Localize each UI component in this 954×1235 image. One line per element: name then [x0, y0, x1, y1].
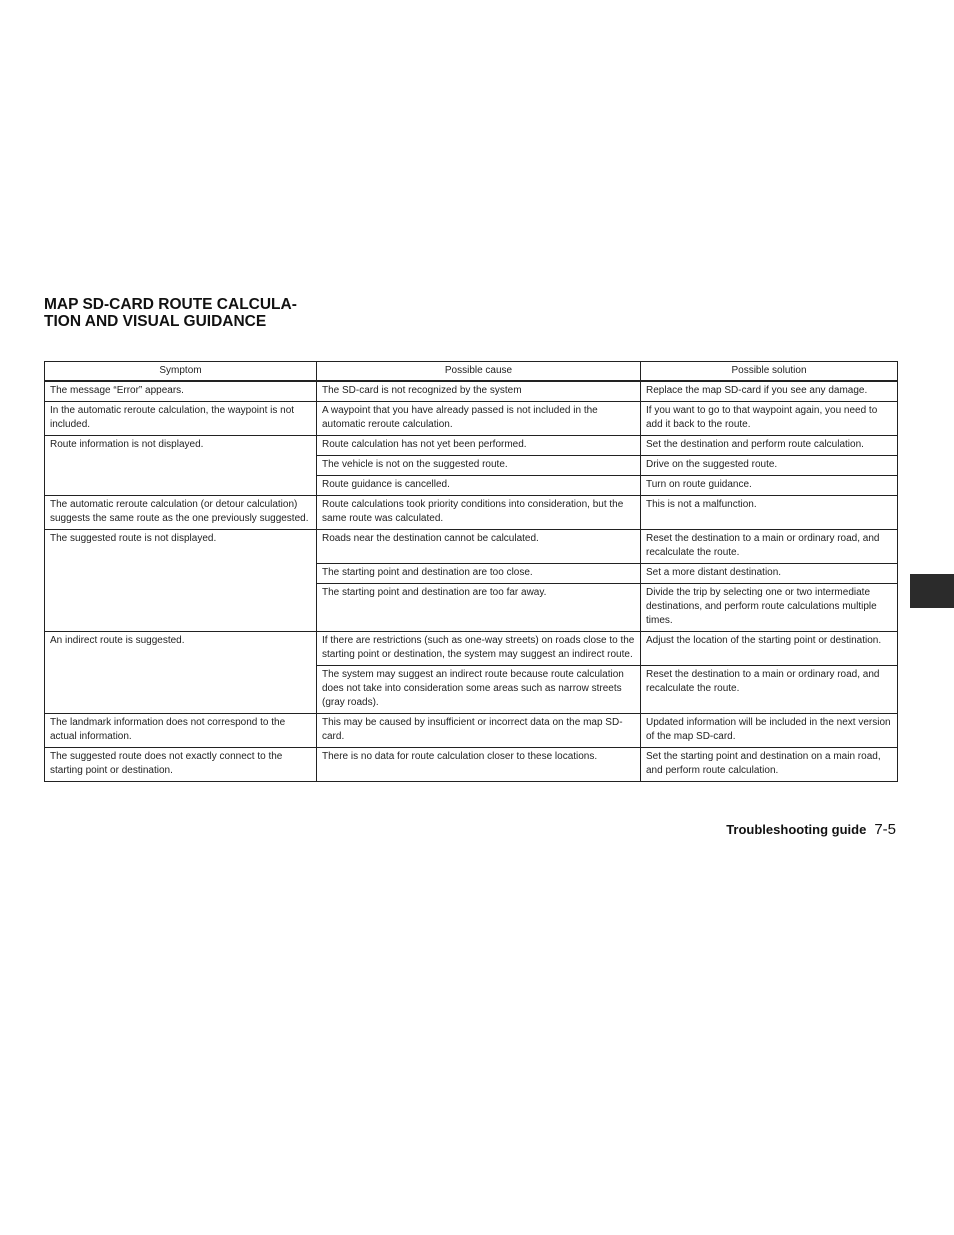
solution-cell: Adjust the location of the starting point or destination.	[641, 632, 898, 666]
solution-cell: Reset the destination to a main or ordinary road, and recalculate the route.	[641, 666, 898, 714]
table-row	[45, 530, 898, 564]
header-possible-solution: Possible solution	[641, 362, 898, 382]
solution-cell: Set the destination and perform route calculation.	[641, 436, 898, 456]
symptom-cell: The automatic reroute calculation (or detour calculation) suggests the same route as the one previously suggested.	[45, 496, 317, 530]
cause-cell: The SD-card is not recognized by the system	[317, 381, 641, 402]
table-row	[45, 748, 898, 782]
cause-cell: A waypoint that you have already passed is not included in the automatic reroute calculation.	[317, 402, 641, 436]
cause-cell: The starting point and destination are too far away.	[317, 584, 641, 632]
cause-cell: Route calculations took priority conditions into consideration, but the same route was calculated.	[317, 496, 641, 530]
cause-cell: This may be caused by insufficient or incorrect data on the map SD-card.	[317, 714, 641, 748]
solution-cell: If you want to go to that waypoint again, you need to add it back to the route.	[641, 402, 898, 436]
table-row	[45, 402, 898, 436]
table-row	[45, 381, 898, 402]
cause-cell: Route calculation has not yet been performed.	[317, 436, 641, 456]
cause-cell: The system may suggest an indirect route because route calculation does not take into consideration some areas such as narrow streets (gray roads).	[317, 666, 641, 714]
page-footer	[726, 821, 896, 839]
solution-cell: Divide the trip by selecting one or two intermediate destinations, and perform route calculations multiple times.	[641, 584, 898, 632]
table-row	[45, 496, 898, 530]
solution-cell: Set the starting point and destination on a main road, and perform route calculation.	[641, 748, 898, 782]
cause-cell: The vehicle is not on the suggested route.	[317, 456, 641, 476]
symptom-cell: The landmark information does not correspond to the actual information.	[45, 714, 317, 748]
table-row	[45, 632, 898, 666]
symptom-cell: In the automatic reroute calculation, the waypoint is not included.	[45, 402, 317, 436]
cause-cell: Roads near the destination cannot be calculated.	[317, 530, 641, 564]
page-number: 7-5	[874, 821, 896, 838]
solution-cell: Reset the destination to a main or ordinary road, and recalculate the route.	[641, 530, 898, 564]
table-header-row	[45, 362, 898, 382]
section-title-line-2: TION AND VISUAL GUIDANCE	[44, 313, 267, 330]
solution-cell: This is not a malfunction.	[641, 496, 898, 530]
solution-cell: Replace the map SD-card if you see any damage.	[641, 381, 898, 402]
header-symptom: Symptom	[45, 362, 317, 382]
solution-cell: Set a more distant destination.	[641, 564, 898, 584]
cause-cell: The starting point and destination are too close.	[317, 564, 641, 584]
section-title-line-1: MAP SD-CARD ROUTE CALCULA-	[44, 296, 297, 313]
symptom-cell: Route information is not displayed.	[45, 436, 317, 496]
troubleshooting-table	[44, 361, 898, 782]
symptom-cell: The suggested route does not exactly connect to the starting point or destination.	[45, 748, 317, 782]
cause-cell: Route guidance is cancelled.	[317, 476, 641, 496]
table-row	[45, 714, 898, 748]
solution-cell: Updated information will be included in the next version of the map SD-card.	[641, 714, 898, 748]
table-row	[45, 436, 898, 456]
footer-section-name: Troubleshooting guide	[726, 822, 867, 837]
solution-cell: Drive on the suggested route.	[641, 456, 898, 476]
symptom-cell: An indirect route is suggested.	[45, 632, 317, 714]
symptom-cell: The message “Error” appears.	[45, 381, 317, 402]
symptom-cell: The suggested route is not displayed.	[45, 530, 317, 632]
section-title	[44, 296, 344, 330]
solution-cell: Turn on route guidance.	[641, 476, 898, 496]
chapter-tab-marker	[910, 574, 954, 608]
header-possible-cause: Possible cause	[317, 362, 641, 382]
cause-cell: If there are restrictions (such as one-way streets) on roads close to the starting point or destination, the system may suggest an indirect route.	[317, 632, 641, 666]
cause-cell: There is no data for route calculation closer to these locations.	[317, 748, 641, 782]
